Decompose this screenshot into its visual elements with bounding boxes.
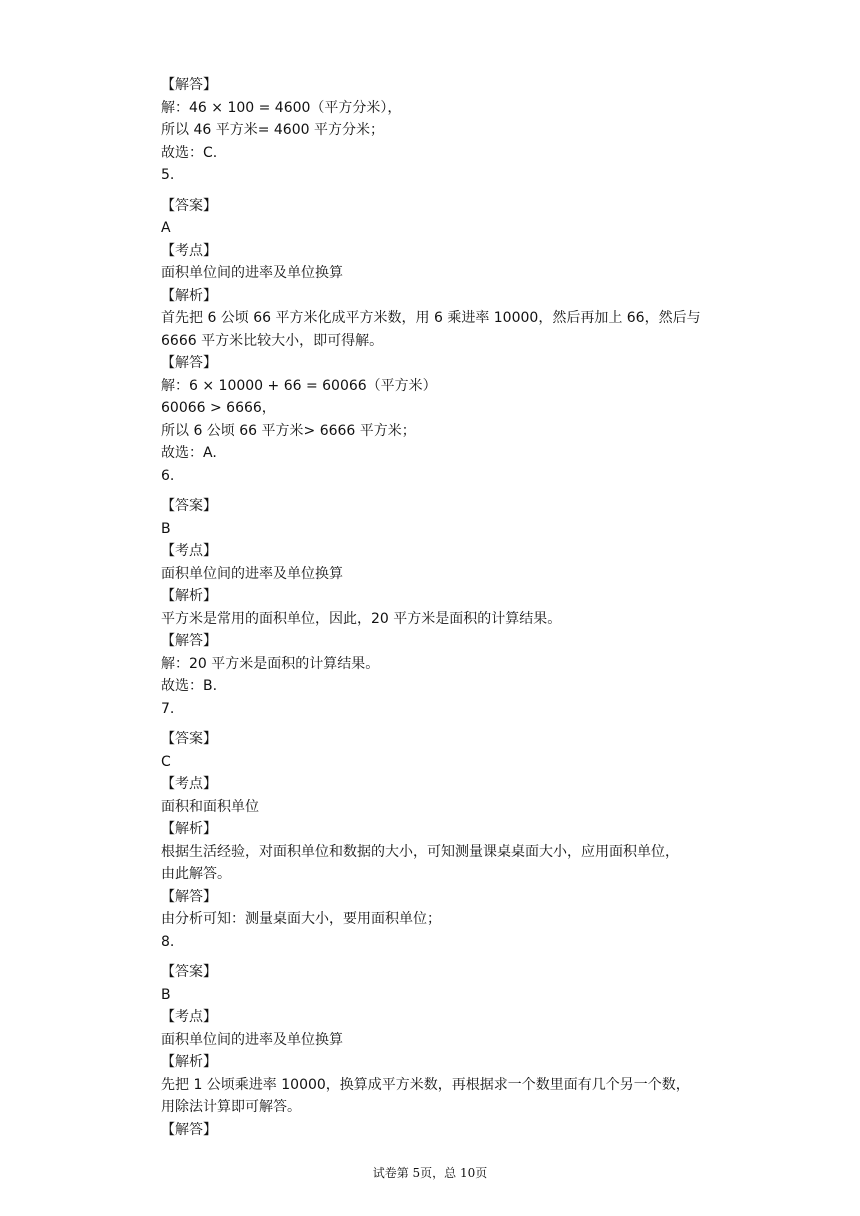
text-line: 由此解答。 [161,866,231,882]
text-line: 8. [161,933,175,950]
text-line: 6. [161,467,175,484]
text-line: 【解答】 [161,355,217,371]
text-line: 【解答】 [161,1121,217,1138]
text-line: 【解析】 [161,287,217,304]
text-line: 【解析】 [161,588,217,604]
text-line: 平方米是常用的面积单位，因此，20 平方米是面积的计算结果。 [161,610,562,627]
text-line: 【解析】 [161,1054,217,1070]
text-line: 【解析】 [161,821,217,837]
text-line: 由分析可知：测量桌面大小，要用面积单位； [161,911,441,927]
text-line: 【解答】 [161,633,217,649]
page-footer: 试卷第 5页，总 10页 [372,1166,488,1180]
text-line: 解：20 平方米是面积的计算结果。 [161,655,380,672]
text-line: 【答案】 [161,731,217,747]
text-line: 所以 46 平方米= 4600 平方分米； [161,122,384,138]
paragraph-gap [161,953,741,961]
text-line: 面积单位间的进率及单位换算 [161,1031,343,1048]
text-line: 面积和面积单位 [161,798,259,815]
text-line: A [161,220,171,236]
text-line: 解：46 × 100 = 4600（平方分米）， [161,99,402,116]
text-line: 【答案】 [161,197,217,214]
text-line: 【考点】 [161,776,217,792]
text-line: 【答案】 [161,498,217,514]
document-body [161,74,741,1141]
text-line: C [161,753,171,770]
text-line: 面积单位间的进率及单位换算 [161,265,343,281]
text-line: 所以 6 公顷 66 平方米> 6666 平方米； [161,422,416,439]
text-line: 先把 1 公顷乘进率 10000，换算成平方米数，再根据求一个数里面有几个另一个数， [161,1076,690,1093]
text-line: B [161,520,171,537]
text-line: 【考点】 [161,543,217,559]
paragraph-gap [161,187,741,195]
text-line: 用除法计算即可解答。 [161,1099,301,1115]
paragraph-gap [161,720,741,728]
text-line: 【解答】 [161,888,217,905]
text-line: 【答案】 [161,964,217,980]
text-line: 根据生活经验，对面积单位和数据的大小，可知测量课桌桌面大小，应用面积单位， [161,843,679,860]
text-line: 解：6 × 10000 + 66 = 60066（平方米） [161,377,437,394]
text-line: 【解答】 [161,77,217,93]
text-line: 故选：A. [161,445,217,461]
text-line: 【考点】 [161,1009,217,1025]
text-line: 6666 平方米比较大小，即可得解。 [161,332,384,349]
paragraph-gap [161,487,741,495]
text-line: 60066 > 6666， [161,400,276,416]
text-line: 【考点】 [161,242,217,259]
text-line: 故选：B. [161,678,218,694]
text-line: B [161,986,171,1003]
text-line: 7. [161,700,175,717]
text-line: 面积单位间的进率及单位换算 [161,565,343,582]
text-line: 5. [161,167,175,183]
text-line: 故选：C. [161,144,218,161]
text-line: 首先把 6 公顷 66 平方米化成平方米数，用 6 乘进率 10000，然后再加上 66，然后与 [161,310,701,326]
